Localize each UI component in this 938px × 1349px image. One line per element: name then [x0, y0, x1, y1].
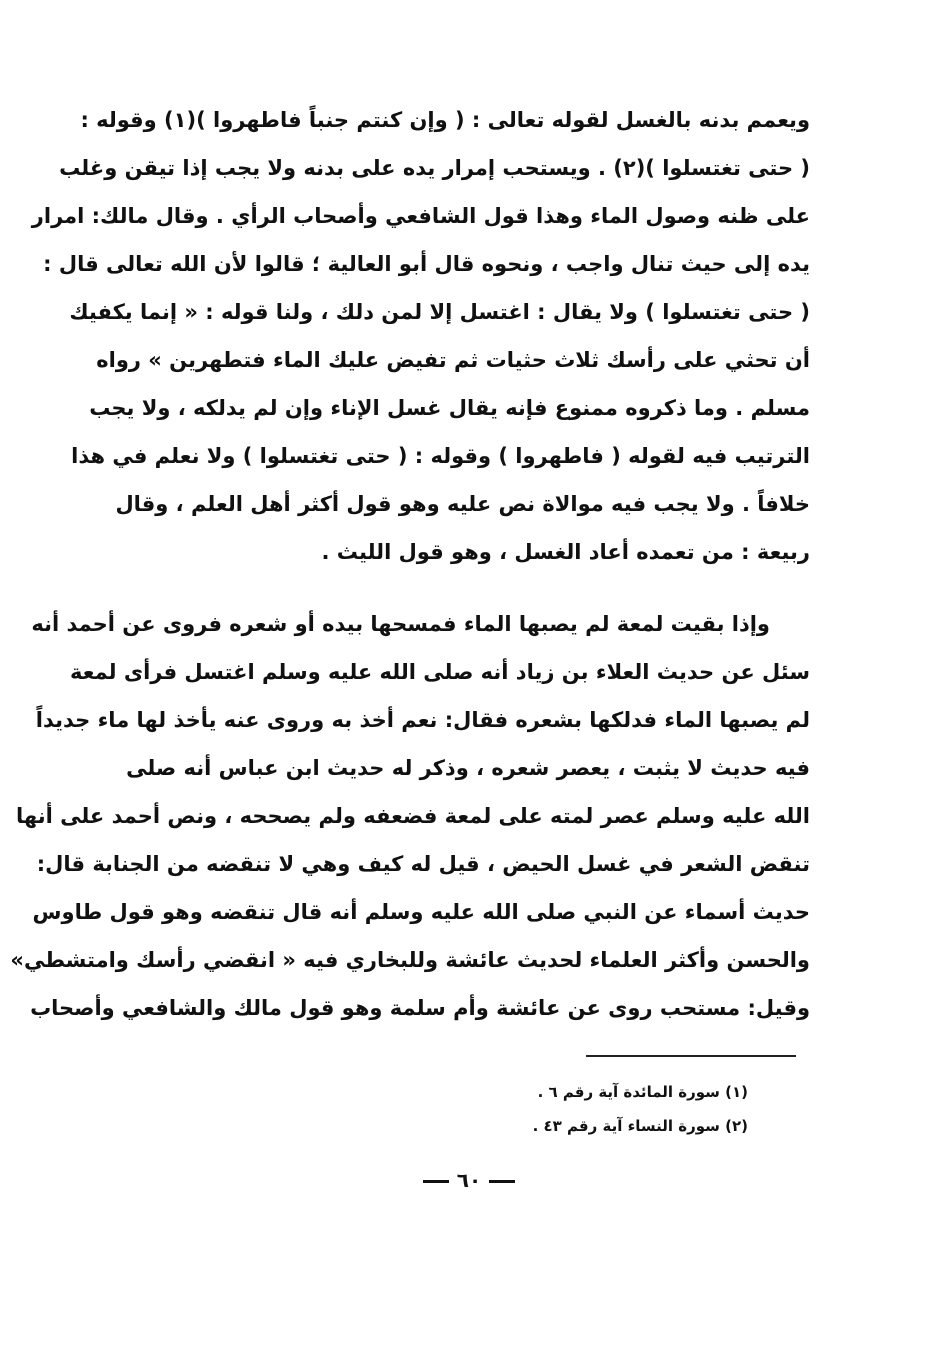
text-line: الترتيب فيه لقوله ( فاطهروا ) وقوله : ( حتى تغتسلوا ) ولا نعلم في هذا: [71, 444, 810, 468]
footnote: (١) سورة المائدة آية رقم ٦ .: [537, 1083, 748, 1101]
text-line: ويعمم بدنه بالغسل لقوله تعالى : ( وإن كنتم جنباً فاطهروا )(١) وقوله :: [80, 108, 810, 132]
page-number-value: ٦٠: [456, 1168, 482, 1192]
text-line: خلافاً . ولا يجب فيه موالاة نص عليه وهو قول أكثر أهل العلم ، وقال: [115, 492, 810, 516]
text-line: وقيل: مستحب روى عن عائشة وأم سلمة وهو قول مالك والشافعي وأصحاب: [30, 996, 810, 1020]
dash-decoration: [489, 1180, 515, 1183]
text-line: سئل عن حديث العلاء بن زياد أنه صلى الله عليه وسلم اغتسل فرأى لمعة: [69, 660, 810, 684]
footnote: (٢) سورة النساء آية رقم ٤٣ .: [532, 1117, 748, 1135]
footnotes: [328, 1075, 748, 1143]
text-line: أن تحثي على رأسك ثلاث حثيات ثم تفيض عليك الماء فتطهرين » رواه: [96, 348, 810, 372]
text-line: الله عليه وسلم عصر لمته على لمعة فضعفه ولم يصححه ، ونص أحمد على أنها: [15, 804, 810, 828]
text-line: ( حتى تغتسلوا ) ولا يقال : اغتسل إلا لمن دلك ، ولنا قوله : « إنما يكفيك: [69, 300, 810, 324]
footnote-separator: [586, 1055, 796, 1057]
text-line: مسلم . وما ذكروه ممنوع فإنه يقال غسل الإناء وإن لم يدلكه ، ولا يجب: [89, 396, 810, 420]
text-line: ربيعة : من تعمده أعاد الغسل ، وهو قول الليث .: [321, 540, 810, 564]
text-line: فيه حديث لا يثبت ، يعصر شعره ، وذكر له حديث ابن عباس أنه صلى: [126, 756, 810, 780]
paragraph-2: [10, 600, 810, 1032]
paragraph-1: [31, 96, 810, 576]
text-line: لم يصبها الماء فدلكها بشعره فقال: نعم أخذ به وروى عنه يأخذ لها ماء جديداً: [35, 708, 810, 732]
text-line: يده إلى حيث تنال واجب ، ونحوه قال أبو العالية ؛ قالوا لأن الله تعالى قال :: [43, 252, 810, 276]
text-line: على ظنه وصول الماء وهذا قول الشافعي وأصحاب الرأي . وقال مالك: امرار: [31, 204, 810, 228]
text-line: والحسن وأكثر العلماء لحديث عائشة وللبخاري فيه « انقضي رأسك وامتشطي»: [10, 948, 810, 972]
page-number: [400, 1168, 538, 1192]
dash-decoration: [423, 1180, 449, 1183]
text-line: وإذا بقيت لمعة لم يصبها الماء فمسحها بيده أو شعره فروى عن أحمد أنه: [31, 612, 770, 636]
text-line: حديث أسماء عن النبي صلى الله عليه وسلم أنه قال تنقضه وهو قول طاوس: [32, 900, 810, 924]
text-line: ( حتى تغتسلوا )(٢) . ويستحب إمرار يده على بدنه ولا يجب إذا تيقن وغلب: [59, 156, 810, 180]
text-line: تنقض الشعر في غسل الحيض ، قيل له كيف وهي لا تنقضه من الجنابة قال:: [36, 852, 810, 876]
